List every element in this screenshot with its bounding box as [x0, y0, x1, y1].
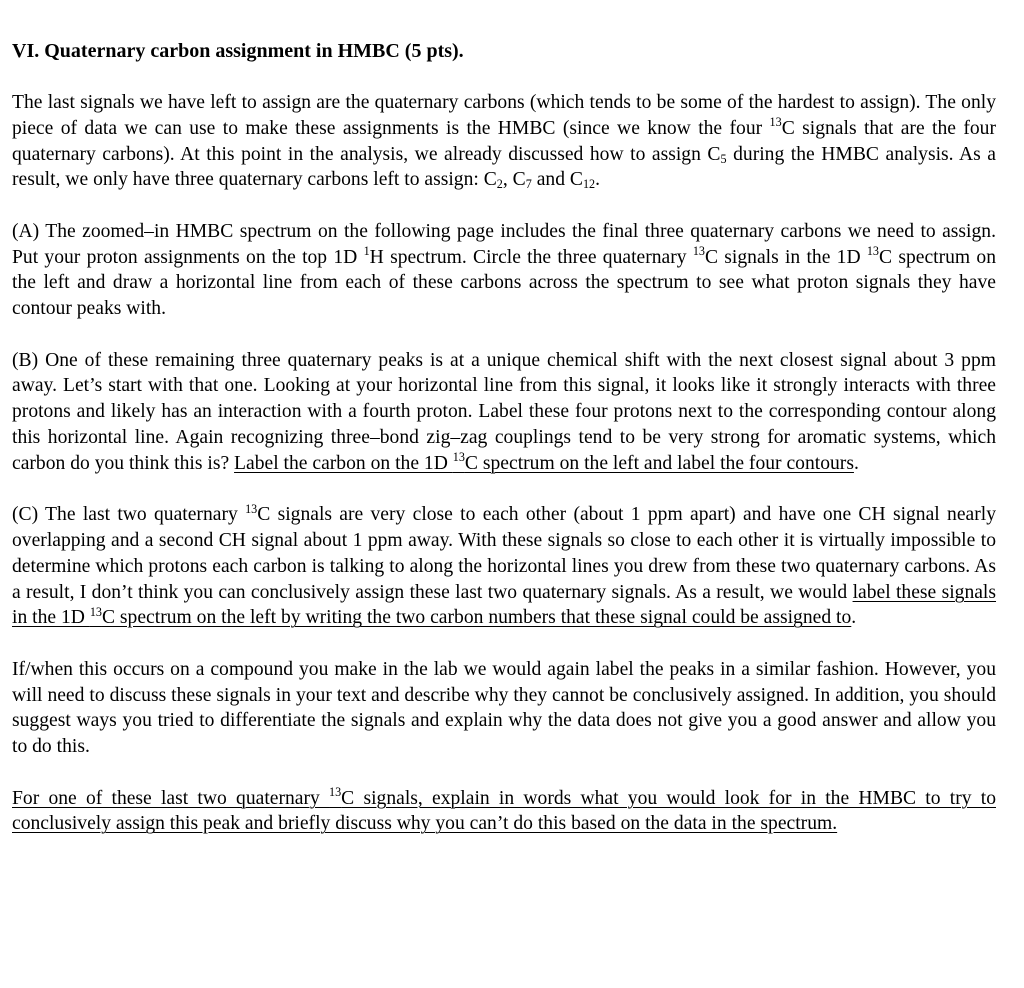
superscript: 13: [89, 604, 102, 619]
superscript: 1: [363, 244, 370, 259]
superscript: 13: [245, 501, 258, 516]
part-b-underlined-instruction: [234, 450, 854, 474]
part-a-text: C signals in the 1D: [704, 246, 867, 268]
part-b-text: .: [853, 452, 859, 474]
discussion-paragraph: If/when this occurs on a compound you make in the lab we would again label the peaks in a similar fashion. However, you will need to discuss these signals in your text and describe why they cannot be conclusively assigned. In addition, you should suggest ways you tried to differentiate the signals and explain why the data does not give you a good answer and allow you to do this.: [12, 658, 996, 758]
intro-text: .: [595, 169, 601, 191]
superscript: 13: [452, 450, 465, 465]
part-c-text: .: [851, 607, 857, 629]
section-heading: VI. Quaternary carbon assignment in HMBC (5 pts).: [12, 40, 464, 62]
question-text: C signals, explain in words what you would look for in the HMBC to try to conclusively assign this peak and briefly discuss why you can’t do this based on the data in the spectrum.: [12, 787, 996, 835]
part-c-underlined-text: C spectrum on the left by writing the two carbon numbers that these signal could be assigned to: [101, 607, 852, 629]
part-b-underlined-text: C spectrum on the left and label the four contours: [464, 452, 854, 474]
part-c-text: (C) The last two quaternary: [12, 504, 246, 526]
subscript: 2: [496, 177, 503, 192]
intro-text: The last signals we have left to assign are the quaternary carbons (which tends to be some of the hardest to assign). The only piece of data we can use to make these assignments is the HMBC (since we know the four: [12, 92, 996, 139]
superscript: 13: [692, 244, 705, 259]
part-c-paragraph: [12, 502, 996, 631]
superscript: 13: [769, 115, 782, 130]
superscript: 13: [866, 244, 879, 259]
intro-text: and C: [531, 169, 583, 191]
subscript: 5: [720, 151, 727, 166]
question-text: For one of these last two quaternary: [12, 787, 330, 809]
subscript: 7: [525, 177, 532, 192]
part-b-text: (B) One of these remaining three quaternary peaks is at a unique chemical shift with the next closest signal about 3 ppm away. Let’s start with that one. Looking at your horizontal line from this signal, it looks like it strongly interacts with three protons and likely has an interaction with a fourth proton. Label these four protons next to the corresponding contour along this horizontal line. Again recognizing three–bond zig–zag couplings tend to be very strong for aromatic systems, which carbon do you think this is?: [12, 349, 996, 474]
part-c-underlined-text: label these signals in the 1D: [12, 581, 997, 629]
part-a-text: H spectrum. Circle the three quaternary: [369, 246, 693, 268]
subscript: 12: [582, 177, 596, 192]
intro-text: C signals that are the four quaternary carbons). At this point in the analysis, we already discussed how to assign C: [12, 117, 996, 165]
intro-text: during the HMBC analysis. As a result, we only have three quaternary carbons left to assign: C: [12, 143, 996, 191]
part-b-paragraph: [12, 348, 996, 477]
intro-text: , C: [502, 169, 526, 191]
part-a-text: C spectrum on the left and draw a horizontal line from each of these carbons across the spectrum to see what proton signals they have contour peaks with.: [12, 246, 996, 320]
part-c-text: C signals are very close to each other (about 1 ppm apart) and have one CH signal nearly overlapping and a second CH signal about 1 ppm away. With these signals so close to each other it is virtually impossible to determine which protons each carbon is talking to along the horizontal lines you drew from these two quaternary carbons. As a result, I don’t think you can conclusively assign these last two quaternary signals. As a result, we would: [12, 504, 996, 603]
question-paragraph: [12, 786, 996, 838]
part-a-paragraph: [12, 219, 996, 322]
part-b-underlined-text: Label the carbon on the 1D: [234, 452, 453, 474]
part-a-text: (A) The zoomed–in HMBC spectrum on the following page includes the final three quaternary carbons we need to assign. Put your proton assignments on the top 1D: [12, 220, 996, 268]
superscript: 13: [329, 784, 342, 799]
intro-paragraph: [12, 90, 996, 193]
